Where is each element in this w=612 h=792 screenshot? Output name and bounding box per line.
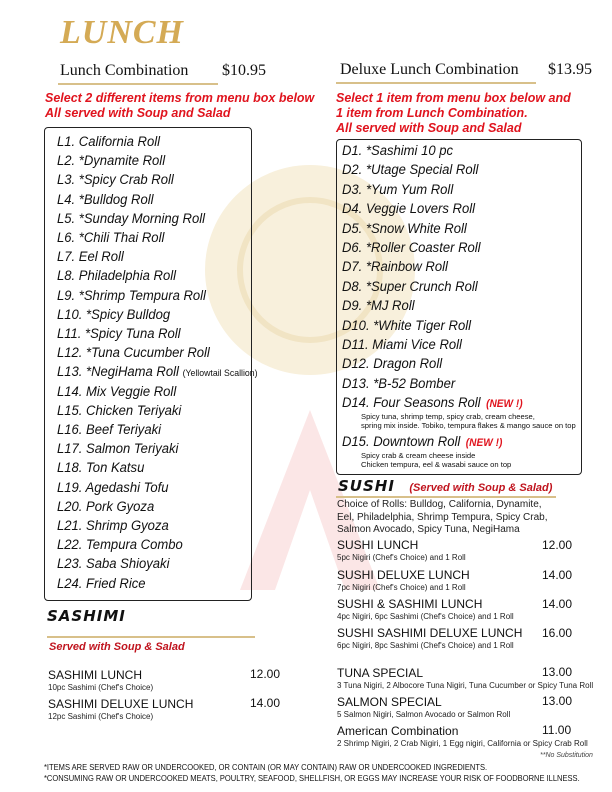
item-description: Spicy tuna, shrimp temp, spicy crab, cream cheese, [361, 412, 535, 422]
item-label: D15. Downtown Roll [342, 434, 461, 450]
sushi-item-price: 16.00 [542, 626, 573, 640]
item-label: L1. California Roll [57, 134, 161, 150]
sashimi-item-price: 14.00 [250, 696, 281, 710]
special-item-desc: 3 Tuna Nigiri, 2 Albocore Tuna Nigiri, Tuna Cucumber or Spicy Tuna Roll [337, 681, 594, 690]
item-label: D10. *White Tiger Roll [342, 317, 472, 334]
divider [58, 83, 218, 85]
item-label: L18. Ton Katsu [57, 460, 145, 477]
choice-line: Eel, Philadelphia, Shrimp Tempura, Spicy Crab, [337, 511, 548, 523]
lunch-item [57, 134, 160, 150]
deluxe-item [342, 376, 455, 392]
sushi-heading: SUSHI [338, 477, 395, 495]
item-label: D7. *Rainbow Roll [342, 259, 448, 276]
item-label: D11. Miami Vice Roll [342, 337, 462, 353]
item-label: L2. *Dynamite Roll [57, 153, 166, 170]
lunch-item [57, 441, 178, 457]
new-badge: (NEW !) [486, 398, 523, 411]
special-item-desc: 2 Shrimp Nigiri, 2 Crab Nigiri, 1 Egg nigiri, California or Spicy Crab Roll [337, 739, 588, 748]
item-label: L20. Pork Gyoza [57, 498, 155, 515]
sushi-item-price: 14.00 [542, 597, 573, 611]
sushi-item-desc: 6pc Nigiri, 8pc Sashimi (Chef's Choice) and 1 Roll [337, 641, 514, 650]
lunch-item [57, 211, 205, 227]
item-label: L5. *Sunday Morning Roll [57, 210, 206, 227]
item-label: L9. *Shrimp Tempura Roll [57, 287, 206, 304]
item-label: D5. *Snow White Roll [342, 220, 467, 237]
sushi-item-name: SUSHI SASHIMI DELUXE LUNCH [337, 626, 523, 640]
lunch-item [57, 556, 169, 572]
note: All served with Soup and Salad [45, 106, 231, 120]
item-label: L17. Salmon Teriyaki [57, 441, 179, 458]
special-item-price: 11.00 [542, 723, 572, 737]
deluxe-combo-notes [336, 91, 571, 136]
lunch-item [57, 192, 154, 208]
lunch-item [57, 153, 165, 169]
deluxe-item [342, 162, 478, 178]
item-label: D8. *Super Crunch Roll [342, 278, 478, 295]
special-item-name: American Combination [337, 724, 459, 738]
item-label: L12. *Tuna Cucumber Roll [57, 345, 210, 362]
lunch-item [57, 364, 258, 382]
lunch-item [57, 403, 181, 419]
lunch-item [57, 460, 144, 476]
page-title: LUNCH [60, 14, 184, 51]
new-badge: (NEW !) [465, 437, 503, 449]
sushi-served: (Served with Soup & Salad) [409, 482, 553, 494]
sushi-item-desc: 7pc Nigiri (Chef's Choice) and 1 Roll [337, 583, 466, 592]
item-label: D1. *Sashimi 10 pc [342, 143, 454, 159]
item-label: L24. Fried Rice [57, 575, 146, 592]
item-label: D9. *MJ Roll [342, 298, 415, 315]
divider [47, 636, 255, 638]
lunch-item [57, 518, 169, 534]
item-label: L8. Philadelphia Roll [57, 268, 177, 285]
lunch-item [57, 422, 161, 438]
sashimi-item-name: SASHIMI LUNCH [48, 668, 143, 682]
sashimi-item-desc: 10pc Sashimi (Chef's Choice) [48, 683, 154, 692]
lunch-item [57, 249, 124, 265]
deluxe-item [342, 279, 478, 295]
sushi-item-name: SUSHI LUNCH [337, 538, 419, 552]
note: Select 1 item from menu box below and [336, 91, 571, 105]
item-label: L19. Agedashi Tofu [57, 479, 169, 496]
deluxe-item [342, 395, 523, 412]
lunch-item [57, 326, 181, 342]
sashimi-item-price: 12.00 [250, 667, 281, 681]
deluxe-item [342, 434, 502, 451]
note: Select 2 different items from menu box below [45, 91, 315, 105]
note: All served with Soup and Salad [336, 121, 522, 135]
lunch-item [57, 345, 210, 361]
note: 1 item from Lunch Combination. [336, 106, 528, 120]
item-description: Chicken tempura, eel & wasabi sauce on top [361, 460, 512, 469]
sushi-roll-choices [337, 499, 547, 537]
special-item-price: 13.00 [542, 665, 573, 679]
sushi-header [338, 477, 552, 496]
special-item-price: 13.00 [542, 694, 573, 708]
item-label: D13. *B-52 Bomber [342, 375, 456, 392]
item-description: spring mix inside. Tobiko, tempura flakes & mango sauce on top [361, 421, 576, 431]
sushi-item-name: SUSHI & SASHIMI LUNCH [337, 597, 483, 611]
deluxe-item [342, 318, 471, 334]
deluxe-item [342, 356, 442, 372]
lunch-combo-price: $10.95 [222, 62, 266, 79]
sushi-item-desc: 5pc Nigiri (Chef's Choice) and 1 Roll [337, 553, 466, 562]
sashimi-item-desc: 12pc Sashimi (Chef's Choice) [48, 712, 154, 721]
sashimi-item-name: SASHIMI DELUXE LUNCH [48, 697, 194, 711]
lunch-item [57, 268, 176, 284]
sushi-item-price: 14.00 [542, 568, 573, 582]
no-substitution: **No Substitution [540, 752, 593, 759]
lunch-combo-name: Lunch Combination [60, 62, 189, 79]
deluxe-combo-price: $13.95 [548, 61, 592, 78]
item-label: D14. Four Seasons Roll [342, 395, 481, 412]
item-label: L11. *Spicy Tuna Roll [57, 326, 181, 342]
deluxe-item [342, 143, 453, 159]
choice-line: Salmon Avocado, Spicy Tuna, NegiHama [337, 524, 520, 535]
deluxe-item [342, 337, 462, 353]
special-item-name: SALMON SPECIAL [337, 695, 442, 709]
item-label: L6. *Chili Thai Roll [57, 230, 165, 246]
item-label: D12. Dragon Roll [342, 356, 443, 373]
sushi-item-price: 12.00 [542, 538, 573, 552]
footer-line: *ITEMS ARE SERVED RAW OR UNDERCOOKED, OR CONTAIN (OR MAY CONTAIN) RAW OR UNDERCOOKED INGREDIENTS. [44, 762, 488, 772]
sashimi-heading: SASHIMI [47, 607, 126, 625]
item-label: L3. *Spicy Crab Roll [57, 172, 174, 189]
item-label: L23. Saba Shioyaki [57, 556, 170, 573]
divider [336, 82, 536, 84]
item-label: D3. *Yum Yum Roll [342, 181, 454, 198]
lunch-item [57, 499, 154, 515]
deluxe-item [342, 182, 453, 198]
item-label: D6. *Roller Coaster Roll [342, 240, 481, 256]
lunch-item [57, 307, 170, 323]
sushi-item-desc: 4pc Nigiri, 6pc Sashimi (Chef's Choice) and 1 Roll [337, 612, 514, 621]
item-label: L7. Eel Roll [57, 249, 124, 266]
lunch-item [57, 576, 146, 592]
deluxe-item [342, 259, 448, 275]
item-label: L10. *Spicy Bulldog [57, 306, 171, 323]
item-label: L22. Tempura Combo [57, 537, 183, 554]
lunch-item [57, 288, 206, 304]
deluxe-item [342, 221, 467, 237]
deluxe-item [342, 240, 481, 256]
deluxe-combo-name: Deluxe Lunch Combination [340, 61, 519, 78]
sushi-item-name: SUSHI DELUXE LUNCH [337, 568, 470, 582]
item-label: L13. *NegiHama Roll [57, 364, 179, 381]
item-label: L14. Mix Veggie Roll [57, 383, 177, 400]
item-label: L21. Shrimp Gyoza [57, 518, 169, 534]
divider [336, 496, 556, 498]
lunch-combo-notes [45, 91, 314, 121]
item-label: L16. Beef Teriyaki [57, 422, 162, 438]
item-note: (Yellowtail Scallion) [182, 368, 258, 380]
lunch-item [57, 384, 176, 400]
lunch-item [57, 537, 183, 553]
lunch-item [57, 172, 174, 188]
special-item-name: TUNA SPECIAL [337, 666, 424, 680]
choice-line: Choice of Rolls: Bulldog, California, Dynamite, [337, 499, 542, 510]
item-label: D2. *Utage Special Roll [342, 162, 479, 179]
item-description: Spicy crab & cream cheese inside [361, 451, 476, 460]
lunch-item [57, 480, 169, 496]
deluxe-item [342, 201, 475, 217]
item-label: L15. Chicken Teriyaki [57, 402, 182, 419]
deluxe-item [342, 298, 415, 314]
item-label: D4. Veggie Lovers Roll [342, 201, 476, 218]
special-item-desc: 5 Salmon Nigiri, Salmon Avocado or Salmon Roll [337, 710, 511, 719]
footer-line: *CONSUMING RAW OR UNDERCOOKED MEATS, POULTRY, SEAFOOD, SHELLFISH, OR EGGS MAY INCREASE YOUR RISK OF FOODBORNE ILLNESS. [44, 773, 580, 783]
item-label: L4. *Bulldog Roll [57, 191, 154, 208]
sashimi-served: Served with Soup & Salad [49, 641, 185, 653]
lunch-item [57, 230, 164, 246]
